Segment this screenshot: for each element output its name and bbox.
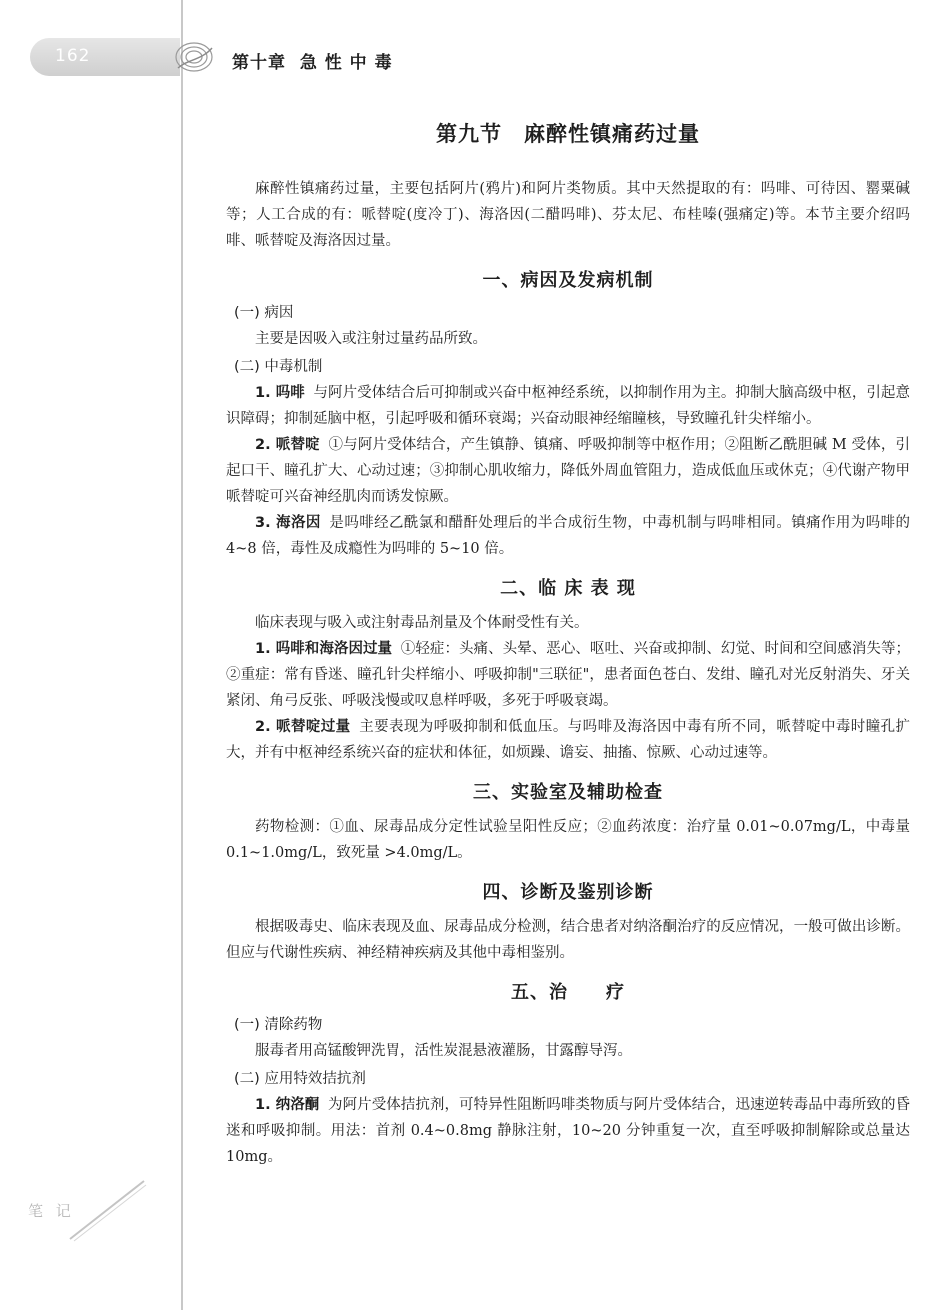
naloxone-paragraph bbox=[226, 1092, 910, 1170]
clinical-pethidine bbox=[226, 714, 910, 766]
heading-treatment: 五、治 疗 bbox=[511, 982, 625, 1003]
section-title: 第九节 麻醉性镇痛药过量 bbox=[436, 121, 700, 146]
heading-clinical: 二、临 床 表 现 bbox=[500, 578, 636, 599]
subheading-remove-drug: (一) 清除药物 bbox=[234, 1017, 323, 1033]
remove-drug-paragraph: 服毒者用高锰酸钾洗胃，活性炭混悬液灌肠，甘露醇导泻。 bbox=[255, 1043, 632, 1059]
mechanism-pethidine bbox=[226, 432, 910, 510]
lead-morphine: 1. 吗啡 bbox=[255, 385, 305, 401]
subheading-antagonist: (二) 应用特效拮抗剂 bbox=[234, 1071, 366, 1087]
clinical-morphine-heroin bbox=[226, 636, 910, 714]
heading-etiology: 一、病因及发病机制 bbox=[482, 270, 654, 291]
heading-lab: 三、实验室及辅助检查 bbox=[473, 782, 663, 803]
mechanism-heroin bbox=[226, 510, 910, 562]
mechanism-morphine bbox=[226, 380, 910, 432]
text-pethidine-overdose: 主要表现为呼吸抑制和低血压。与吗啡及海洛因中毒有所不同，哌替啶中毒时瞳孔扩大，并有中枢神经系统兴奋的症状和体征，如烦躁、谵妄、抽搐、惊厥、心动过速等。 bbox=[226, 719, 910, 761]
notes-label: 笔 记 bbox=[28, 1202, 75, 1220]
lead-morphine-heroin-overdose: 1. 吗啡和海洛因过量 bbox=[255, 641, 393, 657]
text-naloxone: 为阿片受体拮抗剂，可特异性阻断吗啡类物质与阿片受体结合，迅速逆转毒品中毒所致的昏迷和呼吸抑制。用法：首剂 0.4~0.8mg 静脉注射，10~20 分钟重复一次，直至呼吸抑制解除或总量达 10mg。 bbox=[226, 1097, 910, 1165]
text-morphine: 与阿片受体结合后可抑制或兴奋中枢神经系统，以抑制作用为主。抑制大脑高级中枢，引起意识障碍；抑制延脑中枢，引起呼吸和循环衰竭；兴奋动眼神经缩瞳核，导致瞳孔针尖样缩小。 bbox=[226, 385, 910, 427]
chapter-title: 第十章 急 性 中 毒 bbox=[232, 53, 393, 73]
page-content bbox=[226, 118, 910, 1170]
margin-rule bbox=[181, 0, 183, 1310]
text-heroin: 是吗啡经乙酰氯和醋酐处理后的半合成衍生物，中毒机制与吗啡相同。镇痛作用为吗啡的 4~8 倍，毒性及成瘾性为吗啡的 5~10 倍。 bbox=[226, 515, 910, 557]
pen-icon bbox=[60, 1175, 150, 1245]
lead-pethidine: 2. 哌替啶 bbox=[255, 437, 320, 453]
lead-naloxone: 1. 纳洛酮 bbox=[255, 1097, 320, 1113]
subheading-cause: (一) 病因 bbox=[234, 305, 294, 321]
cause-paragraph: 主要是因吸入或注射过量药品所致。 bbox=[255, 331, 487, 347]
lab-paragraph: 药物检测：①血、尿毒品成分定性试验呈阳性反应；②血药浓度：治疗量 0.01~0.07mg/L，中毒量 0.1~1.0mg/L，致死量 >4.0mg/L。 bbox=[226, 819, 910, 861]
intro-paragraph: 麻醉性镇痛药过量，主要包括阿片(鸦片)和阿片类物质。其中天然提取的有：吗啡、可待因、罂粟碱等；人工合成的有：哌替啶(度冷丁)、海洛因(二醋吗啡)、芬太尼、布桂嗪(强痛定)等。本节主要介绍吗啡、哌替啶及海洛因过量。 bbox=[226, 181, 910, 249]
subheading-mechanism: (二) 中毒机制 bbox=[234, 359, 323, 375]
page-number: 162 bbox=[55, 46, 91, 66]
lead-pethidine-overdose: 2. 哌替啶过量 bbox=[255, 719, 351, 735]
page-number-tab bbox=[30, 38, 180, 76]
lead-heroin: 3. 海洛因 bbox=[255, 515, 321, 531]
diagnosis-paragraph: 根据吸毒史、临床表现及血、尿毒品成分检测，结合患者对纳洛酮治疗的反应情况，一般可做出诊断。但应与代谢性疾病、神经精神疾病及其他中毒相鉴别。 bbox=[226, 919, 910, 961]
clinical-intro: 临床表现与吸入或注射毒品剂量及个体耐受性有关。 bbox=[255, 615, 589, 631]
text-pethidine: ①与阿片受体结合，产生镇静、镇痛、呼吸抑制等中枢作用；②阻断乙酰胆碱 M 受体，引起口干、瞳孔扩大、心动过速；③抑制心肌收缩力，降低外周血管阻力，造成低血压或休克；④代谢产物甲哌替啶可兴奋神经肌肉而诱发惊厥。 bbox=[226, 437, 910, 505]
text-morphine-heroin-overdose: ①轻症：头痛、头晕、恶心、呕吐、兴奋或抑制、幻觉、时间和空间感消失等；②重症：常有昏迷、瞳孔针尖样缩小、呼吸抑制"三联征"，患者面色苍白、发绀、瞳孔对光反射消失、牙关紧闭、角弓反张、呼吸浅慢或叹息样呼吸，多死于呼吸衰竭。 bbox=[226, 641, 910, 709]
heading-diagnosis: 四、诊断及鉴别诊断 bbox=[482, 882, 654, 903]
swirl-ornament-icon bbox=[172, 38, 216, 76]
